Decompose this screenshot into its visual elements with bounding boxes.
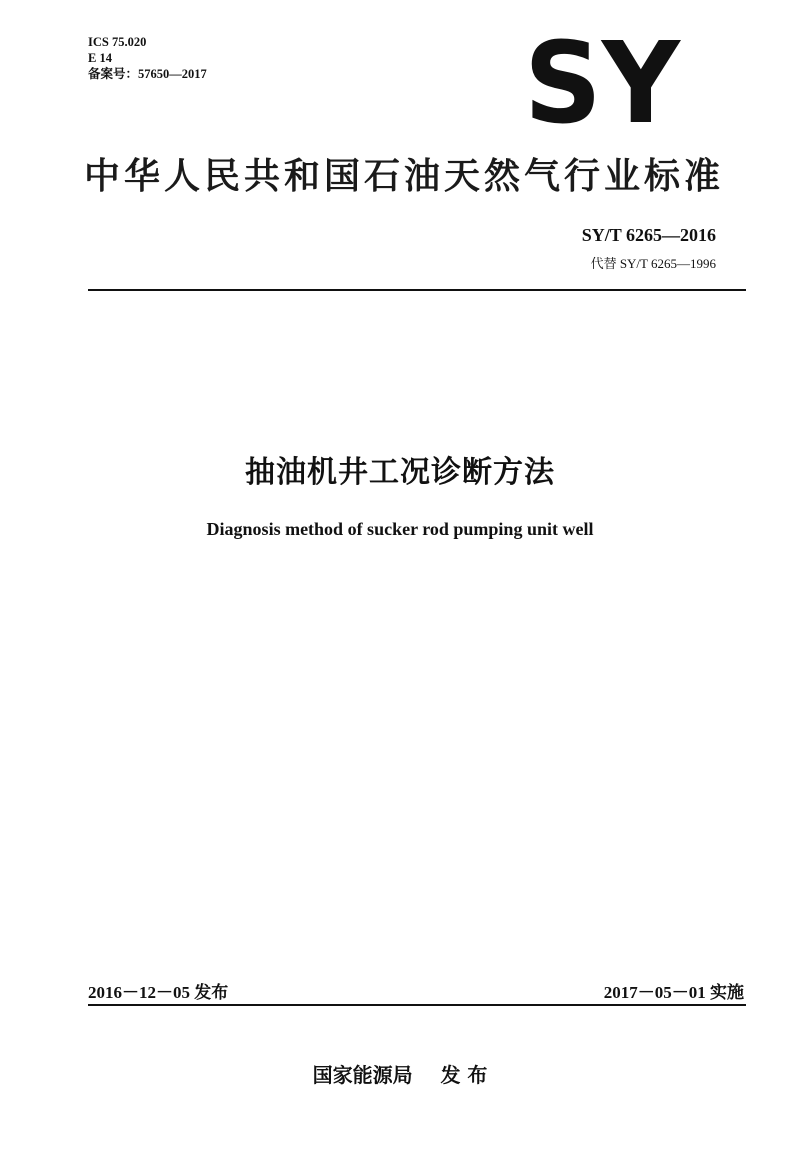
sy-logo bbox=[522, 36, 682, 128]
class-code: E 14 bbox=[88, 51, 112, 65]
implementation-date: 2017－05－01 实施 bbox=[603, 983, 744, 1002]
classification-block bbox=[88, 34, 207, 82]
record-number: 备案号：57650—2017 bbox=[88, 67, 207, 81]
standard-number: SY/T 6265—2016 bbox=[581, 225, 716, 245]
top-rule bbox=[88, 289, 746, 291]
issue-date: 2016－12－05 发布 bbox=[88, 983, 229, 1002]
issuer-line bbox=[0, 1059, 800, 1088]
issue-word: 发 布 bbox=[440, 1063, 488, 1087]
standard-body-title: 中华人民共和国石油天然气行业标准 bbox=[84, 156, 725, 197]
ics-code: ICS 75.020 bbox=[88, 35, 147, 49]
replaces-standard: 代替 SY/T 6265—1996 bbox=[590, 256, 716, 271]
issuer-name: 国家能源局 bbox=[312, 1063, 413, 1087]
sy-logo-text: SY bbox=[524, 36, 682, 128]
document-title-en: Diagnosis method of sucker rod pumping unit well bbox=[206, 519, 594, 539]
bottom-rule bbox=[88, 1004, 746, 1006]
document-title-cn: 抽油机井工况诊断方法 bbox=[245, 455, 555, 490]
